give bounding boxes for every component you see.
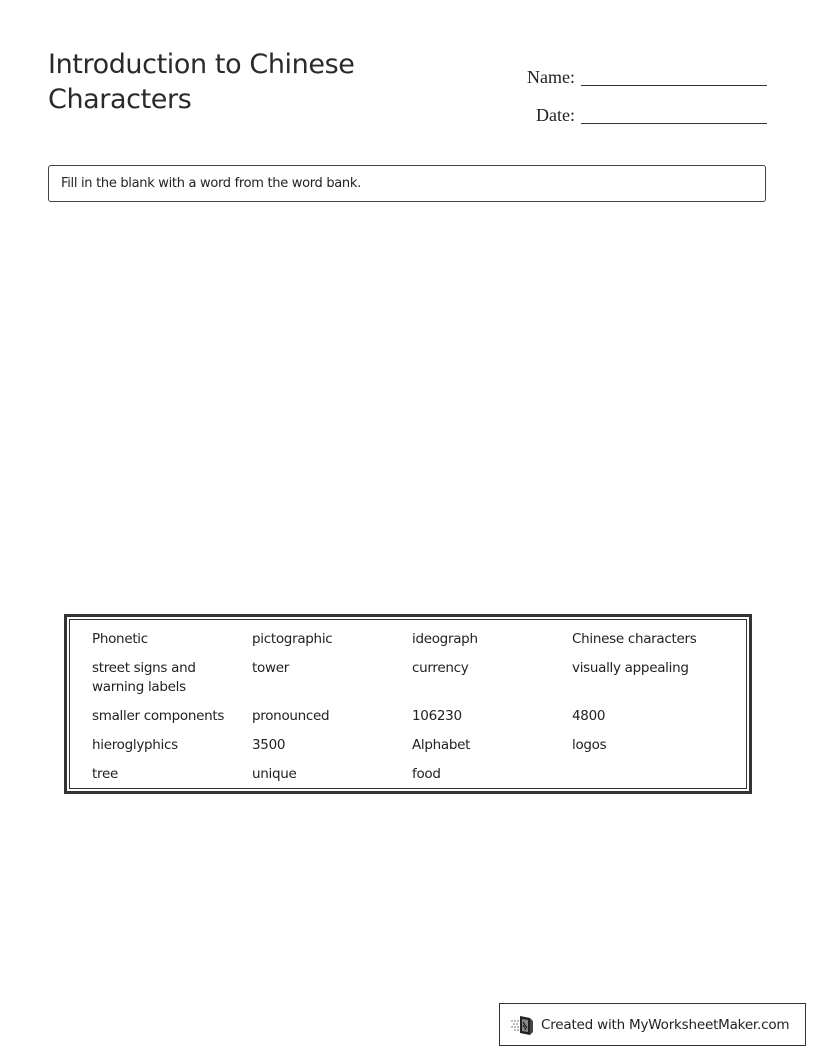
- date-row: [467, 88, 767, 126]
- word-bank-item: Chinese characters: [572, 631, 697, 647]
- word-bank-item: smaller components: [92, 708, 225, 724]
- instructions-box: [48, 165, 766, 202]
- instructions-text: Fill in the blank with a word from the word bank.: [61, 176, 361, 191]
- student-info: [467, 50, 767, 126]
- worksheet-title: Introduction to Chinese Characters: [48, 49, 355, 115]
- word-bank-item: 3500: [252, 737, 286, 753]
- name-row: [467, 50, 767, 88]
- word-bank-item: pictographic: [252, 631, 333, 647]
- worksheet-logo-icon: [510, 1014, 534, 1036]
- date-field[interactable]: [581, 103, 767, 124]
- word-bank-item: 106230: [412, 708, 462, 724]
- word-bank-item: unique: [252, 766, 297, 782]
- word-bank-item: street signs and warning labels: [92, 660, 196, 695]
- word-bank-item: logos: [572, 737, 607, 753]
- date-label: Date:: [536, 105, 575, 125]
- word-bank-item: currency: [412, 660, 469, 676]
- word-bank-item: visually appealing: [572, 660, 689, 676]
- word-bank-item: food: [412, 766, 441, 782]
- word-bank-item: [572, 765, 742, 794]
- word-bank-item: tree: [92, 766, 118, 782]
- name-label: Name:: [527, 67, 575, 87]
- word-bank: [64, 614, 752, 794]
- word-bank-item: hieroglyphics: [92, 737, 178, 753]
- word-bank-item: pronounced: [252, 708, 330, 724]
- word-bank-item: ideograph: [412, 631, 478, 647]
- name-field[interactable]: [581, 65, 767, 86]
- word-bank-item: tower: [252, 660, 289, 676]
- created-with-text: Created with MyWorksheetMaker.com: [541, 1016, 790, 1033]
- created-with-badge[interactable]: [499, 1003, 806, 1046]
- word-bank-inner: [69, 619, 747, 789]
- word-bank-item: 4800: [572, 708, 606, 724]
- word-bank-item: Alphabet: [412, 737, 471, 753]
- word-bank-grid: [92, 630, 746, 794]
- word-bank-item: Phonetic: [92, 631, 148, 647]
